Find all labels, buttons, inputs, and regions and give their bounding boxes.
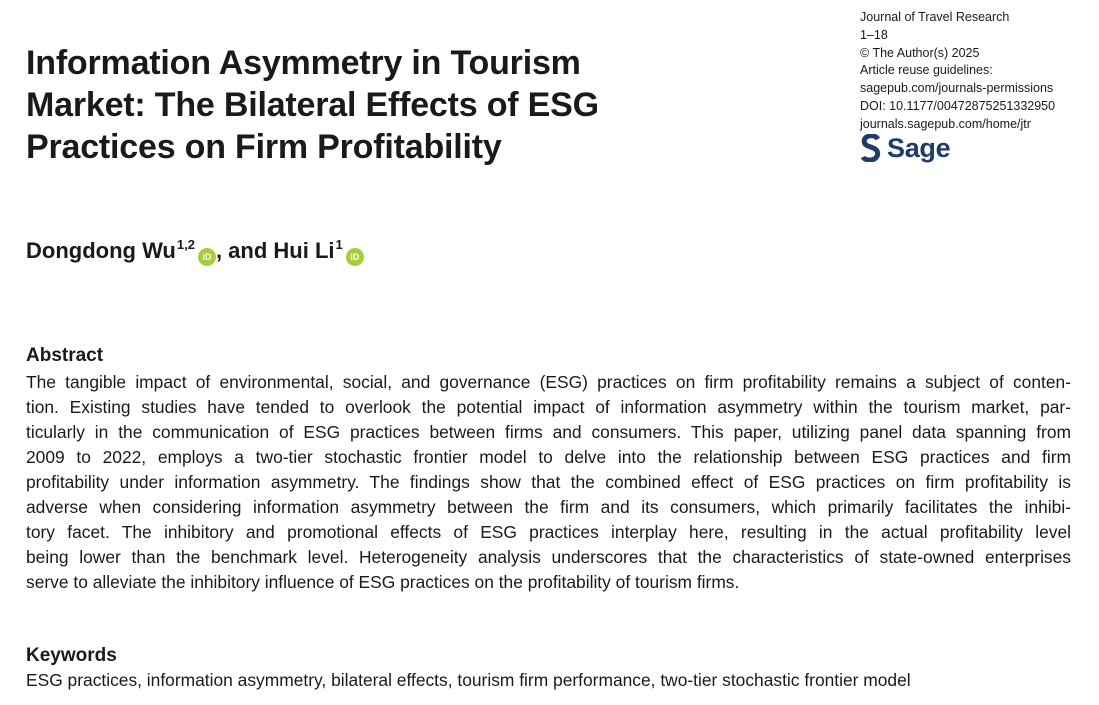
page-range: 1–18 xyxy=(860,27,888,42)
abstract-line: serve to alleviate the inhibitory influence of ESG practices on the profitability of tourism firms. xyxy=(26,572,740,592)
reuse-guidelines-label: Article reuse guidelines: xyxy=(860,63,993,78)
title-line: Market: The Bilateral Effects of ESG xyxy=(26,86,599,124)
sage-logo xyxy=(861,132,950,164)
sage-s-icon xyxy=(861,134,881,162)
journal-name: Journal of Travel Research xyxy=(860,10,1010,24)
abstract-line: ticularly in the communication of ESG practices between firms and consumers. This paper, utilizing panel data spanning from xyxy=(26,422,1071,442)
title-line: Information Asymmetry in Tourism xyxy=(26,44,581,82)
sage-wordmark: Sage xyxy=(887,132,951,163)
author-name: Dongdong Wu xyxy=(26,238,176,263)
keywords-text: ESG practices, information asymmetry, bilateral effects, tourism firm performance, two-tier stochastic frontier model xyxy=(26,670,911,690)
journal-home-link[interactable]: journals.sagepub.com/home/jtr xyxy=(860,116,1031,131)
affiliation-marker: 1 xyxy=(335,237,343,252)
article-title xyxy=(26,42,726,168)
abstract-heading: Abstract xyxy=(26,345,104,366)
abstract-line: 2009 to 2022, employs a two-tier stochastic frontier model to delve into the relationship between ESG practices and firm xyxy=(26,447,1071,467)
abstract-line: being lower than the benchmark level. Heterogeneity analysis underscores that the characteristics of state-owned enterprises xyxy=(26,547,1071,567)
journal-metadata xyxy=(860,9,1095,134)
abstract-line: profitability under information asymmetry. The findings show that the combined effect of ESG practices on firm profitability is xyxy=(26,472,1071,492)
copyright-notice: © The Author(s) 2025 xyxy=(860,45,980,60)
keywords-heading: Keywords xyxy=(26,645,117,666)
author-name: Hui Li xyxy=(273,238,335,263)
abstract-text xyxy=(26,370,1071,595)
abstract-line: The tangible impact of environmental, social, and governance (ESG) practices on firm profitability remains a subject of conten- xyxy=(26,372,1071,392)
author-separator: , and xyxy=(215,238,274,263)
permissions-link[interactable]: sagepub.com/journals-permissions xyxy=(860,81,1054,96)
affiliation-marker: 1,2 xyxy=(176,237,195,252)
author-list xyxy=(26,238,364,264)
title-line: Practices on Firm Profitability xyxy=(26,128,502,166)
abstract-line: tory facet. The inhibitory and promotional effects of ESG practices interplay here, resulting in the actual profitability level xyxy=(26,522,1071,542)
abstract-line: adverse when considering information asymmetry between the firm and its consumers, which primarily facilitates the inhibi- xyxy=(26,497,1071,517)
orcid-icon[interactable]: iD xyxy=(198,248,216,266)
abstract-line: tion. Existing studies have tended to overlook the potential impact of information asymmetry within the tourism market, par- xyxy=(26,397,1071,417)
doi-link[interactable]: DOI: 10.1177/00472875251332950 xyxy=(860,98,1056,113)
orcid-icon[interactable]: iD xyxy=(346,248,364,266)
